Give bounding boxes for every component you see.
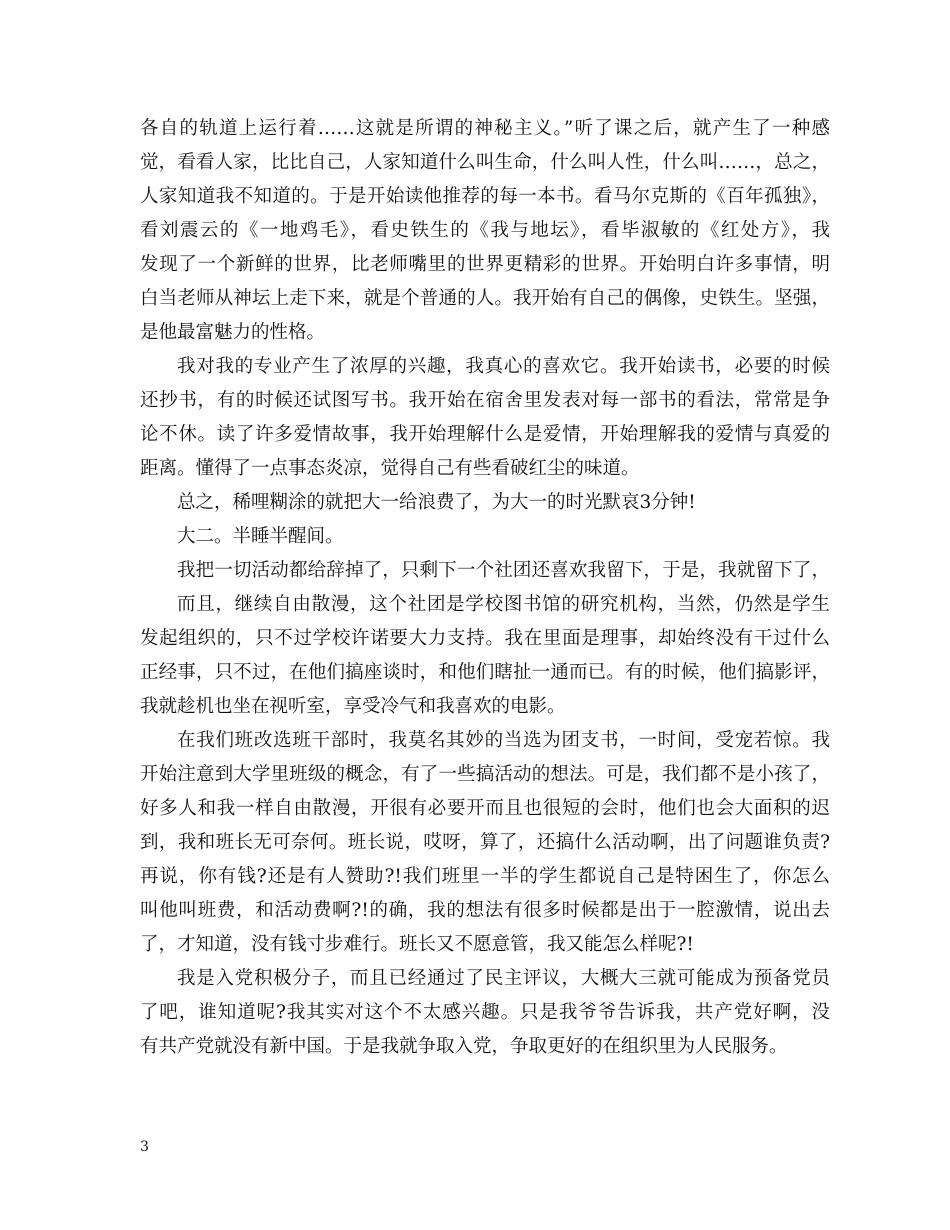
text-line: 而且，继续自由散漫，这个社团是学校图书馆的研究机构，当然，仍然是学生 (177, 594, 830, 615)
text-line: 到，我和班长无可奈何。班长说，哎呀，算了，还搞什么活动啊，出了问题谁负责? (140, 832, 830, 853)
page-number: 3 (140, 1139, 149, 1155)
text-line: 论不休。读了许多爱情故事，我开始理解什么是爱情，开始理解我的爱情与真爱的 (140, 424, 830, 445)
text-line: 好多人和我一样自由散漫，开很有必要开而且也很短的会时，他们也会大面积的迟 (140, 798, 830, 819)
text-line: 发起组织的，只不过学校许诺要大力支持。我在里面是理事，却始终没有干过什么 (140, 628, 830, 649)
text-line: 各自的轨道上运行着……这就是所谓的神秘主义。”听了课之后，就产生了一种感 (140, 118, 830, 139)
text-line: 我对我的专业产生了浓厚的兴趣，我真心的喜欢它。我开始读书，必要的时候 (177, 356, 830, 377)
text-line: 觉，看看人家，比比自己，人家知道什么叫生命，什么叫人性，什么叫……，总之， (140, 152, 830, 173)
text-line: 正经事，只不过，在他们搞座谈时，和他们瞎扯一通而已。有的时候，他们搞影评， (140, 662, 830, 683)
text-line: 开始注意到大学里班级的概念，有了一些搞活动的想法。可是，我们都不是小孩了， (140, 764, 830, 785)
text-line: 叫他叫班费，和活动费啊?!的确，我的想法有很多时候都是出于一腔激情，说出去 (140, 900, 830, 921)
text-line: 大二。半睡半醒间。 (177, 526, 344, 547)
text-line: 发现了一个新鲜的世界，比老师嘴里的世界更精彩的世界。开始明白许多事情，明 (140, 254, 830, 275)
text-line: 再说，你有钱?还是有人赞助?!我们班里一半的学生都说自己是特困生了，你怎么 (140, 866, 830, 887)
text-line: 我就趁机也坐在视听室，享受冷气和我喜欢的电影。 (140, 696, 566, 717)
text-line: 在我们班改选班干部时，我莫名其妙的当选为团支书，一时间，受宠若惊。我 (177, 730, 830, 751)
text-line: 人家知道我不知道的。于是开始读他推荐的每一本书。看马尔克斯的《百年孤独》， (140, 186, 830, 207)
text-line: 是他最富魅力的性格。 (140, 322, 326, 343)
text-line: 白当老师从神坛上走下来，就是个普通的人。我开始有自己的偶像，史铁生。坚强， (140, 288, 830, 309)
text-line: 还抄书，有的时候还试图写书。我开始在宿舍里发表对每一部书的看法，常常是争 (140, 390, 830, 411)
text-line: 距离。懂得了一点事态炎凉，觉得自己有些看破红尘的味道。 (140, 458, 640, 479)
text-line: 有共产党就没有新中国。于是我就争取入党，争取更好的在组织里为人民服务。 (140, 1036, 788, 1057)
text-line: 看刘震云的《一地鸡毛》，看史铁生的《我与地坛》，看毕淑敏的《红处方》，我 (140, 220, 830, 241)
text-line: 总之，稀哩糊涂的就把大一给浪费了，为大一的时光默哀3分钟! (177, 492, 696, 513)
text-line: 了吧，谁知道呢?我其实对这个不太感兴趣。只是我爷爷告诉我，共产党好啊，没 (140, 1002, 830, 1023)
body-text (140, 112, 830, 1064)
text-line: 我把一切活动都给辞掉了，只剩下一个社团还喜欢我留下，于是，我就留下了， (177, 560, 830, 581)
text-line: 了，才知道，没有钱寸步难行。班长又不愿意管，我又能怎么样呢?! (140, 934, 694, 955)
text-line: 我是入党积极分子，而且已经通过了民主评议，大概大三就可能成为预备党员 (177, 968, 830, 989)
